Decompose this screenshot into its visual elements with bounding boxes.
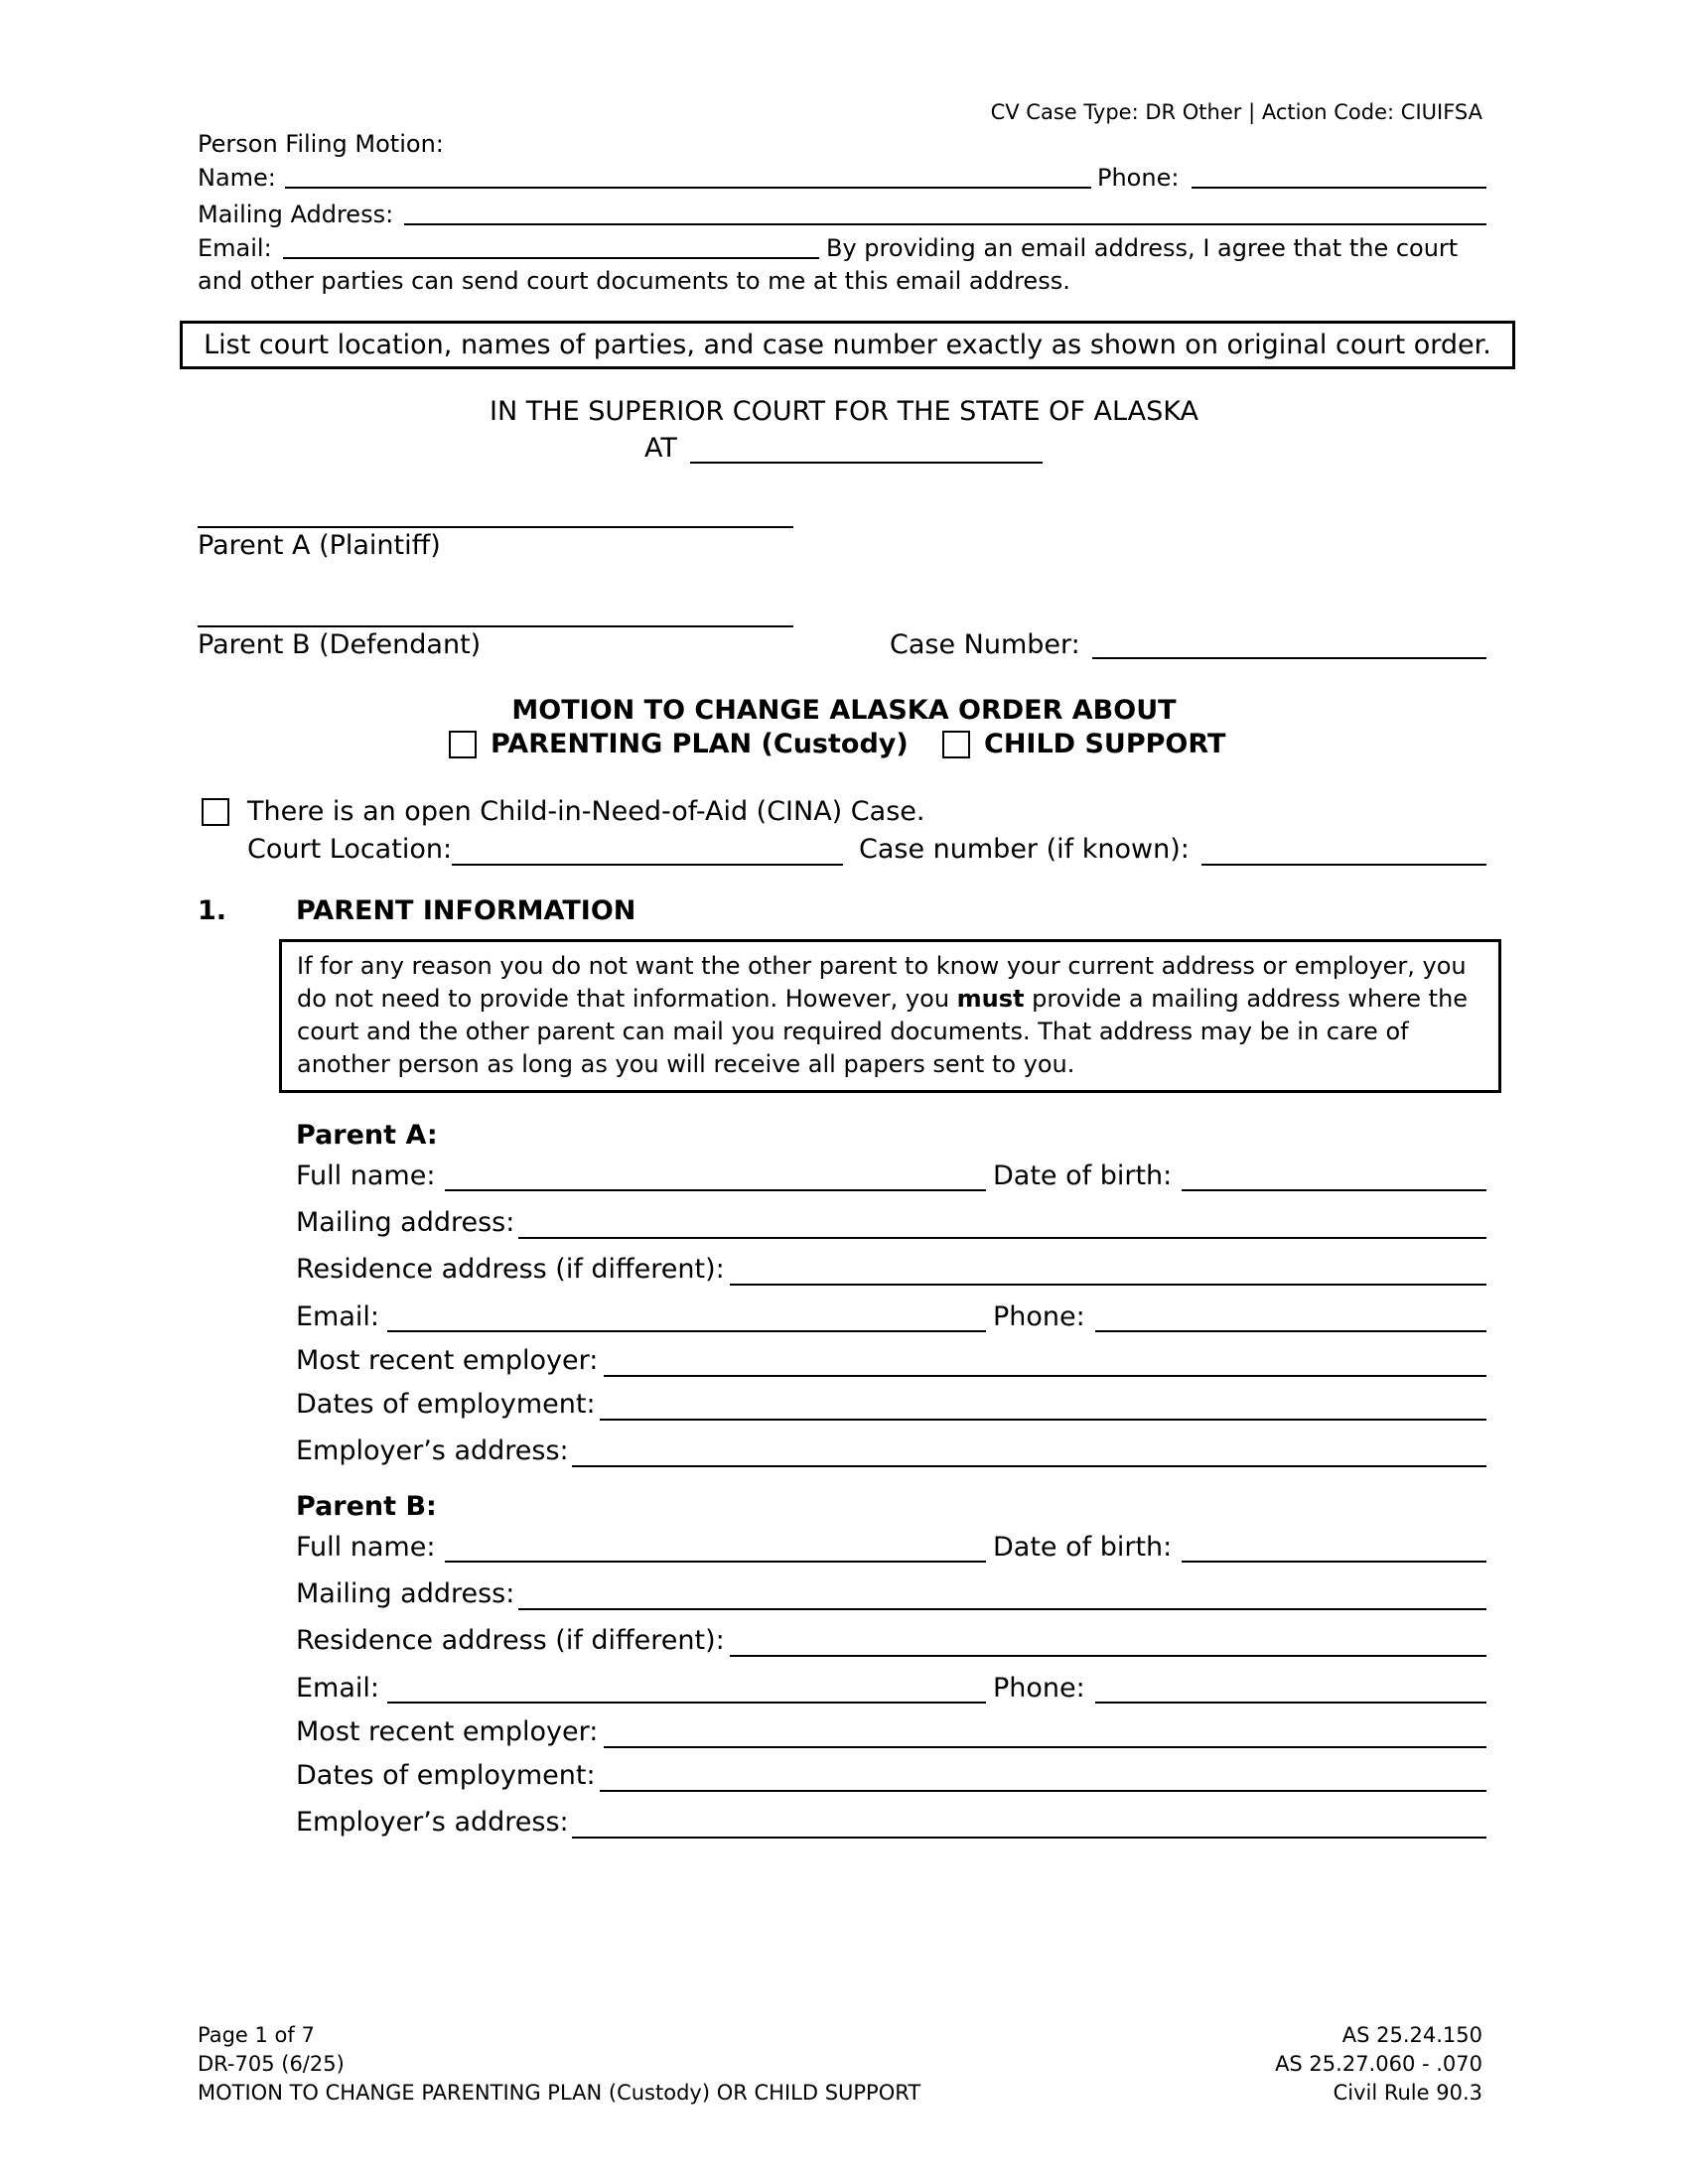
filer-title: Person Filing Motion: [198,130,444,158]
instruction-box [180,321,1515,369]
parent-b-full-name-label: Full name: [296,1532,436,1563]
notice-text-post: provide a mailing address where the court and the other parent can mail you required documents. That address may be in care of another person as long as you will receive all papers sent to you. [297,985,1469,1078]
footer-statute-1: AS 25.24.150 [1341,2023,1482,2047]
filer-mailing-label: Mailing Address: [198,201,394,228]
parent-b-dates-label: Dates of employment: [296,1760,596,1791]
filer-email-label: Email: [198,234,272,262]
parent-b-dates-field[interactable] [600,1790,1486,1792]
parent-a-residence-label: Residence address (if different): [296,1254,725,1285]
footer-statute-2: AS 25.27.060 - .070 [1275,2052,1482,2076]
parent-a-dates-label: Dates of employment: [296,1389,596,1420]
filer-name-field[interactable] [285,187,1091,189]
filer-name-label: Name: [198,164,276,192]
cina-statement: There is an open Child-in-Need-of-Aid (CINA) Case. [247,796,925,827]
notice-text-pre: If for any reason you do not want the other parent to know your current address or employer, you do not need to provide that information. However, you [297,952,1467,1013]
footer-form-id: DR-705 (6/25) [198,2052,345,2076]
parent-b-email-label: Email: [296,1673,380,1704]
filer-phone-label: Phone: [1097,164,1180,192]
parent-a-dates-field[interactable] [600,1419,1486,1421]
parent-a-employer-address-label: Employer’s address: [296,1435,569,1466]
parent-a-phone-label: Phone: [993,1301,1085,1332]
cina-court-location-label: Court Location: [247,834,453,865]
parent-a-dob-label: Date of birth: [993,1160,1173,1191]
parent-b-full-name-field[interactable] [445,1561,986,1563]
parent-b-employer-field[interactable] [604,1746,1486,1748]
section-number: 1. [198,895,227,926]
parent-a-employer-label: Most recent employer: [296,1345,599,1376]
parent-a-mailing-field[interactable] [518,1237,1486,1239]
cina-case-number-field[interactable] [1201,864,1486,866]
parent-b-dob-label: Date of birth: [993,1532,1173,1563]
parent-b-email-field[interactable] [387,1702,986,1704]
court-at-label: AT [644,433,677,464]
cina-court-location-field[interactable] [452,864,843,866]
parent-b-employer-label: Most recent employer: [296,1716,599,1747]
footer-page-number: Page 1 of 7 [198,2023,315,2047]
parent-b-residence-field[interactable] [730,1655,1486,1657]
parent-a-residence-field[interactable] [730,1284,1486,1286]
email-consent-line2: and other parties can send court documents to me at this email address. [198,267,1070,295]
parent-b-dob-field[interactable] [1182,1561,1486,1563]
child-support-option: CHILD SUPPORT [984,729,1226,759]
parent-a-phone-field[interactable] [1095,1330,1486,1332]
footer-civil-rule: Civil Rule 90.3 [1333,2081,1482,2105]
case-number-field[interactable] [1092,657,1486,659]
parent-b-phone-label: Phone: [993,1673,1085,1704]
parent-a-employer-field[interactable] [604,1375,1486,1377]
parent-a-email-field[interactable] [387,1330,986,1332]
case-type-header: CV Case Type: DR Other | Action Code: CIUIFSA [990,100,1482,124]
filer-phone-field[interactable] [1192,187,1486,189]
cina-checkbox[interactable] [202,798,229,826]
parent-b-phone-field[interactable] [1095,1702,1486,1704]
parent-b-employer-address-field[interactable] [572,1837,1486,1839]
parent-b-mailing-label: Mailing address: [296,1578,515,1609]
court-location-field[interactable] [690,462,1043,464]
parent-a-heading: Parent A: [296,1120,438,1151]
parenting-plan-checkbox[interactable] [449,731,477,758]
instruction-text: List court location, names of parties, and case number exactly as shown on original court order. [204,330,1491,360]
parent-a-employer-address-field[interactable] [572,1465,1486,1467]
notice-text [297,950,1483,1081]
cina-case-number-label: Case number (if known): [859,834,1190,865]
child-support-checkbox[interactable] [942,731,970,758]
filer-mailing-field[interactable] [404,223,1486,225]
section-title: PARENT INFORMATION [296,895,636,926]
parent-b-caption: Parent B (Defendant) [198,629,482,660]
filer-email-field[interactable] [283,257,819,259]
parent-b-mailing-field[interactable] [518,1608,1486,1610]
parent-a-mailing-label: Mailing address: [296,1207,515,1238]
notice-box [279,939,1501,1093]
parent-b-heading: Parent B: [296,1491,437,1522]
email-consent-line1: By providing an email address, I agree that the court [826,234,1459,262]
footer-form-title: MOTION TO CHANGE PARENTING PLAN (Custody) OR CHILD SUPPORT [198,2081,921,2105]
parent-a-dob-field[interactable] [1182,1189,1486,1191]
parent-b-employer-address-label: Employer’s address: [296,1807,569,1838]
notice-text-emphasis: must [956,985,1025,1013]
court-title: IN THE SUPERIOR COURT FOR THE STATE OF ALASKA [490,396,1198,427]
parent-b-name-field[interactable] [198,625,793,627]
parenting-plan-option: PARENTING PLAN (Custody) [491,729,909,759]
parent-a-name-field[interactable] [198,526,793,528]
motion-title: MOTION TO CHANGE ALASKA ORDER ABOUT [511,695,1177,726]
parent-b-residence-label: Residence address (if different): [296,1625,725,1656]
parent-a-full-name-label: Full name: [296,1160,436,1191]
case-number-label: Case Number: [890,629,1080,660]
parent-a-full-name-field[interactable] [445,1189,986,1191]
parent-a-email-label: Email: [296,1301,380,1332]
parent-a-caption: Parent A (Plaintiff) [198,530,441,561]
